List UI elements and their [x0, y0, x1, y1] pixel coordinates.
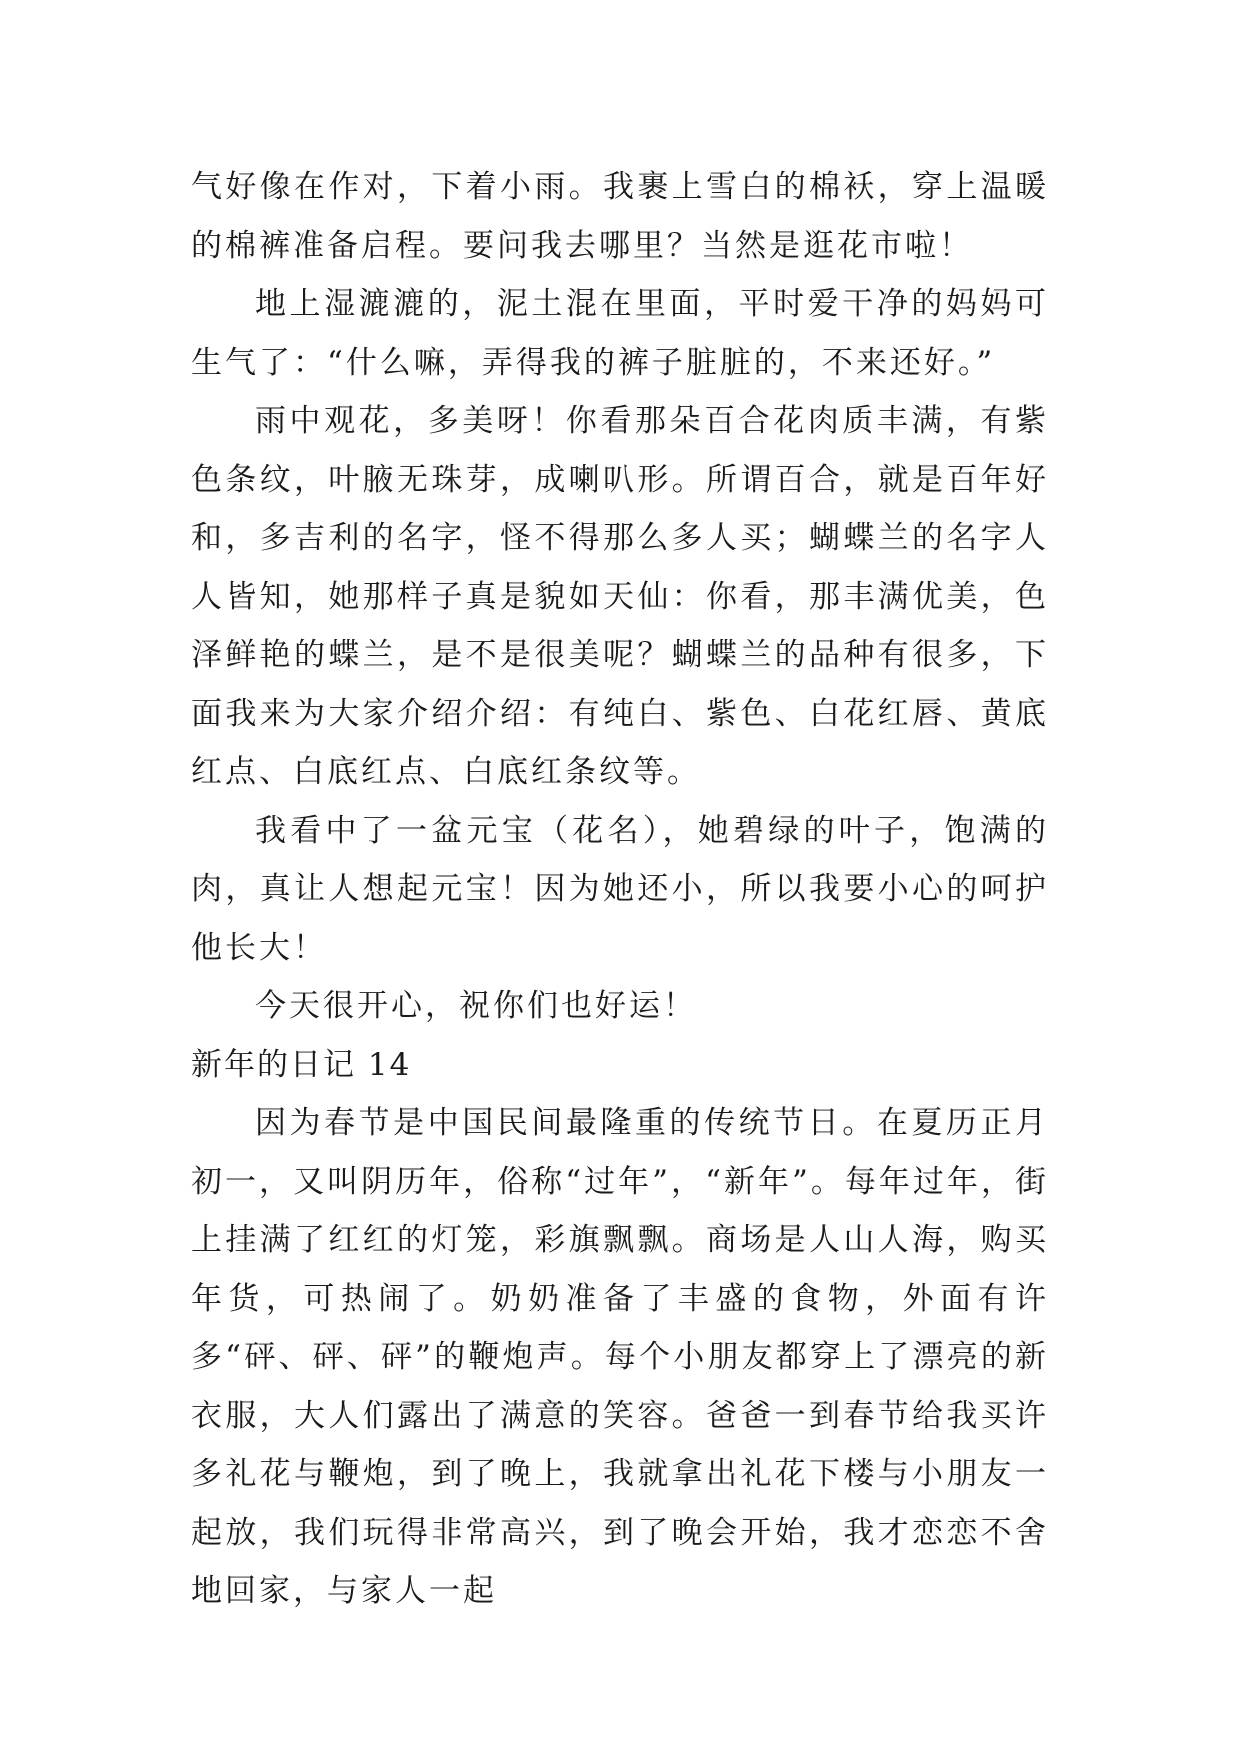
paragraph: 今天很开心，祝你们也好运！ [255, 988, 697, 1024]
document-body [191, 158, 1049, 1621]
paragraph-continuation: 气好像在作对，下着小雨。我裹上雪白的棉袄，穿上温暖的棉裤准备启程。要问我去哪里？当然是逛花市啦！ [191, 169, 1049, 264]
paragraph: 雨中观花，多美呀！你看那朵百合花肉质丰满，有紫色条纹，叶腋无珠芽，成喇叭形。所谓百合，就是百年好和，多吉利的名字，怪不得那么多人买；蝴蝶兰的名字人人皆知，她那样子真是貌如天仙：你看，那丰满优美，色泽鲜艳的蝶兰，是不是很美呢？蝴蝶兰的品种有很多，下面我来为大家介绍介绍：有纯白、紫色、白花红唇、黄底红点、白底红点、白底红条纹等。 [191, 403, 1049, 790]
paragraph: 我看中了一盆元宝（花名），她碧绿的叶子，饱满的肉，真让人想起元宝！因为她还小，所以我要小心的呵护他长大！ [191, 812, 1049, 966]
paragraph: 因为春节是中国民间最隆重的传统节日。在夏历正月初一，又叫阴历年，俗称“过年”，“新年”。每年过年，街上挂满了红红的灯笼，彩旗飘飘。商场是人山人海，购买年货，可热闹了。奶奶准备了丰盛的食物，外面有许多“砰、砰、砰”的鞭炮声。每个小朋友都穿上了漂亮的新衣服，大人们露出了满意的笑容。爸爸一到春节给我买许多礼花与鞭炮，到了晚上，我就拿出礼花下楼与小朋友一起放，我们玩得非常高兴，到了晚会开始，我才恋恋不舍地回家，与家人一起 [191, 1105, 1049, 1609]
section-title: 新年的日记 14 [191, 1046, 412, 1083]
paragraph: 地上湿漉漉的，泥土混在里面，平时爱干净的妈妈可生气了：“什么嘛，弄得我的裤子脏脏的，不来还好。” [191, 286, 1049, 381]
